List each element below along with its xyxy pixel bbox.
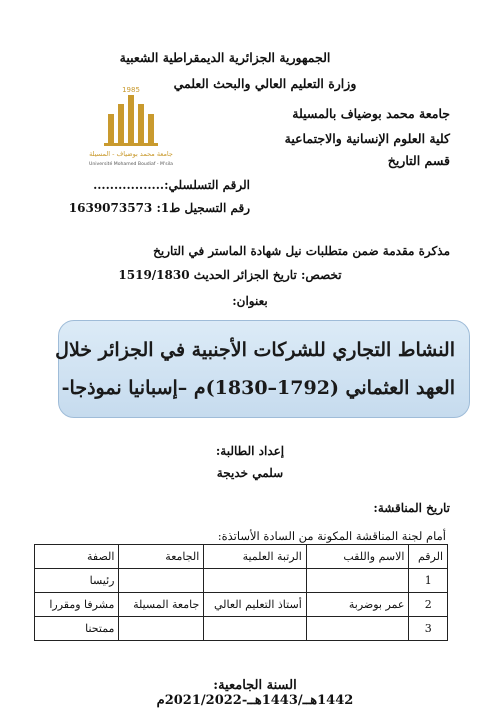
header-role: الصفة <box>35 545 119 569</box>
row-number: 1 <box>409 569 448 593</box>
row-rank <box>204 569 307 593</box>
jury-intro: أمام لجنة المناقشة المكونة من السادة الأساتذة: <box>217 529 446 543</box>
row-rank <box>204 617 307 641</box>
department-name: قسم التاريخ <box>387 153 450 168</box>
logo-name-ar: جامعة محمد بوضياف - المسيلة <box>89 150 173 158</box>
prepared-by-label: إعداد الطالبة: <box>215 444 285 458</box>
logo-name-fr: Université Mohamed Boudiaf - M'sila <box>89 162 173 167</box>
header-number: الرقم <box>409 545 448 569</box>
row-role: رئيسا <box>35 569 119 593</box>
university-emblem-icon <box>84 84 179 174</box>
table-row <box>35 617 448 641</box>
header-university: الجامعة <box>119 545 204 569</box>
row-name: عمر بوضربة <box>306 593 409 617</box>
row-university <box>119 569 204 593</box>
thesis-title-line-1: النشاط التجاري للشركات الأجنبية في الجزائر خلال <box>55 339 455 361</box>
row-rank: أستاذ التعليم العالي <box>204 593 307 617</box>
serial-number: الرقم التسلسلي:................. <box>93 178 250 192</box>
row-university <box>119 617 204 641</box>
university-logo <box>84 84 179 174</box>
jury-table <box>34 544 448 641</box>
row-name <box>306 569 409 593</box>
row-university: جامعة المسيلة <box>119 593 204 617</box>
republic-heading: الجمهورية الجزائرية الديمقراطية الشعبية <box>119 50 331 65</box>
table-row <box>35 569 448 593</box>
titled-label: بعنوان: <box>232 294 268 308</box>
thesis-title-line-2: العهد العثماني (1792–1830)م –إسبانيا نموذجا- <box>61 377 455 399</box>
table-row <box>35 593 448 617</box>
row-number: 2 <box>409 593 448 617</box>
logo-year: 1985 <box>122 86 140 94</box>
table-header-row <box>35 545 448 569</box>
header-name: الاسم واللقب <box>306 545 409 569</box>
student-name: سلمي خديجة <box>216 466 284 480</box>
academic-year: السنة الجامعية: 1442هــ/1443هــ-2021/2022م <box>156 678 354 708</box>
thesis-title-box <box>55 320 470 418</box>
row-role: مشرفا ومقررا <box>35 593 119 617</box>
row-role: ممتحنا <box>35 617 119 641</box>
registration-number: رقم التسجيل ط1: 1639073573 <box>68 201 250 215</box>
faculty-name: كلية العلوم الإنسانية والاجتماعية <box>284 131 450 146</box>
row-name <box>306 617 409 641</box>
header-rank: الرتبة العلمية <box>204 545 307 569</box>
defense-date-label: تاريخ المناقشة: <box>373 501 450 515</box>
ministry-heading: وزارة التعليم العالي والبحث العلمي <box>173 76 357 91</box>
specialty: تخصص: تاريخ الجزائر الحديث 1519/1830 <box>118 268 342 282</box>
row-number: 3 <box>409 617 448 641</box>
university-name: جامعة محمد بوضياف بالمسيلة <box>292 106 450 121</box>
memo-description: مذكرة مقدمة ضمن متطلبات نيل شهادة الماستر في التاريخ <box>153 244 450 258</box>
